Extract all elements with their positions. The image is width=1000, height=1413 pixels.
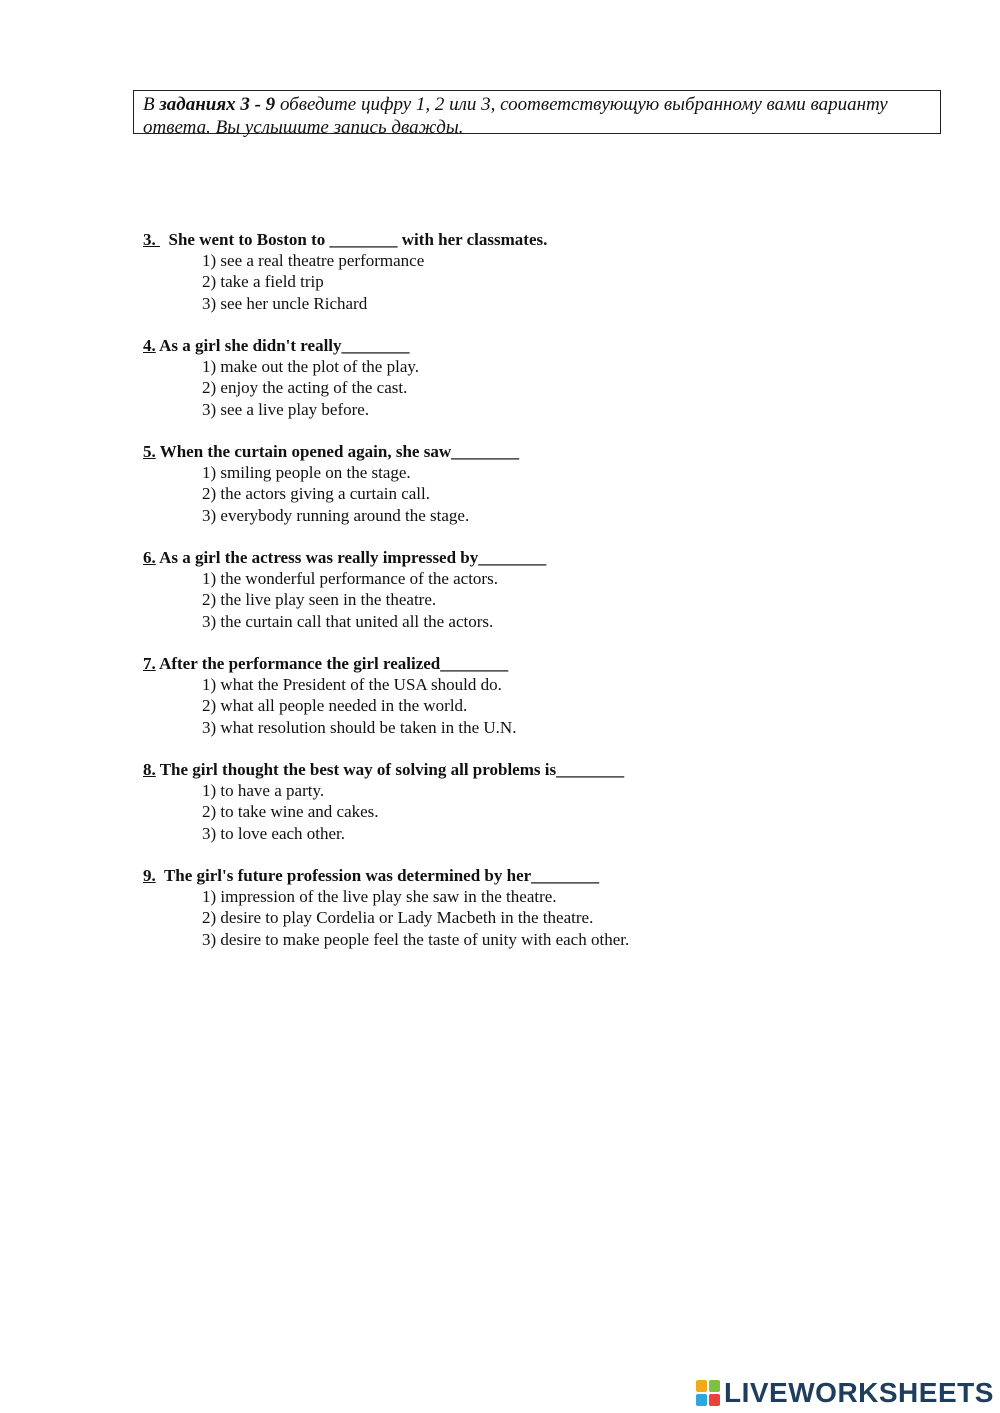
instructions-text-end: обведите цифру 1, 2 или 3, соответствующую выбранному вами варианту ответа. Вы услышите запись дважды. bbox=[143, 94, 888, 138]
question-text: As a girl the actress was really impressed by________ bbox=[159, 548, 547, 567]
liveworksheets-logo[interactable] bbox=[696, 1378, 994, 1408]
question-prompt bbox=[143, 335, 419, 356]
instructions-box bbox=[133, 90, 941, 138]
answer-option-3[interactable]: 3) desire to make people feel the taste of unity with each other. bbox=[202, 929, 630, 949]
answer-option-3[interactable]: 3) the curtain call that united all the actors. bbox=[202, 611, 494, 631]
question-text: When the curtain opened again, she saw________ bbox=[159, 442, 520, 461]
answer-option-2[interactable]: 2) enjoy the acting of the cast. bbox=[202, 378, 408, 398]
answer-option-1[interactable]: 1) smiling people on the stage. bbox=[202, 463, 411, 482]
question-prompt bbox=[143, 547, 546, 568]
question-5 bbox=[143, 441, 519, 526]
answer-option-1[interactable]: 1) make out the plot of the play. bbox=[202, 357, 420, 376]
logo-tile-1 bbox=[696, 1380, 707, 1392]
question-8 bbox=[143, 759, 624, 844]
answer-option-2[interactable]: 2) what all people needed in the world. bbox=[202, 696, 468, 716]
instructions-text-start: В bbox=[143, 94, 160, 115]
answer-option-3[interactable]: 3) see her uncle Richard bbox=[202, 293, 368, 313]
question-text: The girl thought the best way of solving all problems is________ bbox=[159, 760, 625, 779]
answer-option-2[interactable]: 2) to take wine and cakes. bbox=[202, 802, 379, 822]
question-prompt bbox=[143, 653, 516, 674]
question-text: As a girl she didn't really________ bbox=[159, 336, 410, 355]
answer-option-3[interactable]: 3) see a live play before. bbox=[202, 399, 370, 419]
question-4 bbox=[143, 335, 419, 420]
question-number: 9. bbox=[143, 866, 156, 885]
instructions-bold: заданиях 3 - 9 bbox=[159, 94, 276, 115]
question-number: 3. bbox=[143, 230, 160, 249]
question-spacer bbox=[160, 230, 169, 249]
question-prompt bbox=[143, 441, 519, 462]
answer-option-2[interactable]: 2) the actors giving a curtain call. bbox=[202, 484, 430, 504]
logo-tile-4 bbox=[709, 1394, 720, 1406]
answer-option-3[interactable]: 3) to love each other. bbox=[202, 823, 346, 843]
answer-option-1[interactable]: 1) the wonderful performance of the actors. bbox=[202, 569, 498, 588]
question-7 bbox=[143, 653, 516, 738]
question-6 bbox=[143, 547, 546, 632]
answer-option-2[interactable]: 2) desire to play Cordelia or Lady Macbeth in the theatre. bbox=[202, 908, 594, 928]
answer-option-1[interactable]: 1) see a real theatre performance bbox=[202, 251, 425, 270]
answer-option-3[interactable]: 3) everybody running around the stage. bbox=[202, 505, 470, 525]
question-spacer bbox=[156, 866, 164, 885]
answer-option-2[interactable]: 2) take a field trip bbox=[202, 272, 324, 292]
question-number: 8. bbox=[143, 760, 156, 779]
answer-option-1[interactable]: 1) to have a party. bbox=[202, 781, 325, 800]
question-number: 5. bbox=[143, 442, 156, 461]
question-prompt bbox=[143, 759, 624, 780]
question-number: 4. bbox=[143, 336, 156, 355]
answer-option-1[interactable]: 1) what the President of the USA should do. bbox=[202, 675, 502, 694]
logo-tile-3 bbox=[696, 1394, 707, 1406]
question-text: The girl's future profession was determined by her________ bbox=[163, 866, 600, 885]
liveworksheets-logo-icon bbox=[696, 1380, 720, 1406]
answer-option-1[interactable]: 1) impression of the live play she saw in the theatre. bbox=[202, 887, 557, 906]
answer-option-2[interactable]: 2) the live play seen in the theatre. bbox=[202, 590, 437, 610]
question-text: After the performance the girl realized________ bbox=[159, 654, 509, 673]
question-number: 7. bbox=[143, 654, 156, 673]
logo-tile-2 bbox=[709, 1380, 720, 1392]
question-number: 6. bbox=[143, 548, 156, 567]
answer-option-3[interactable]: 3) what resolution should be taken in the U.N. bbox=[202, 717, 517, 737]
question-3 bbox=[143, 229, 547, 314]
question-text: She went to Boston to ________ with her classmates. bbox=[168, 230, 548, 249]
question-prompt bbox=[143, 865, 629, 886]
liveworksheets-logo-text: LIVEWORKSHEETS bbox=[724, 1377, 994, 1408]
question-9 bbox=[143, 865, 629, 950]
question-prompt bbox=[143, 229, 547, 250]
